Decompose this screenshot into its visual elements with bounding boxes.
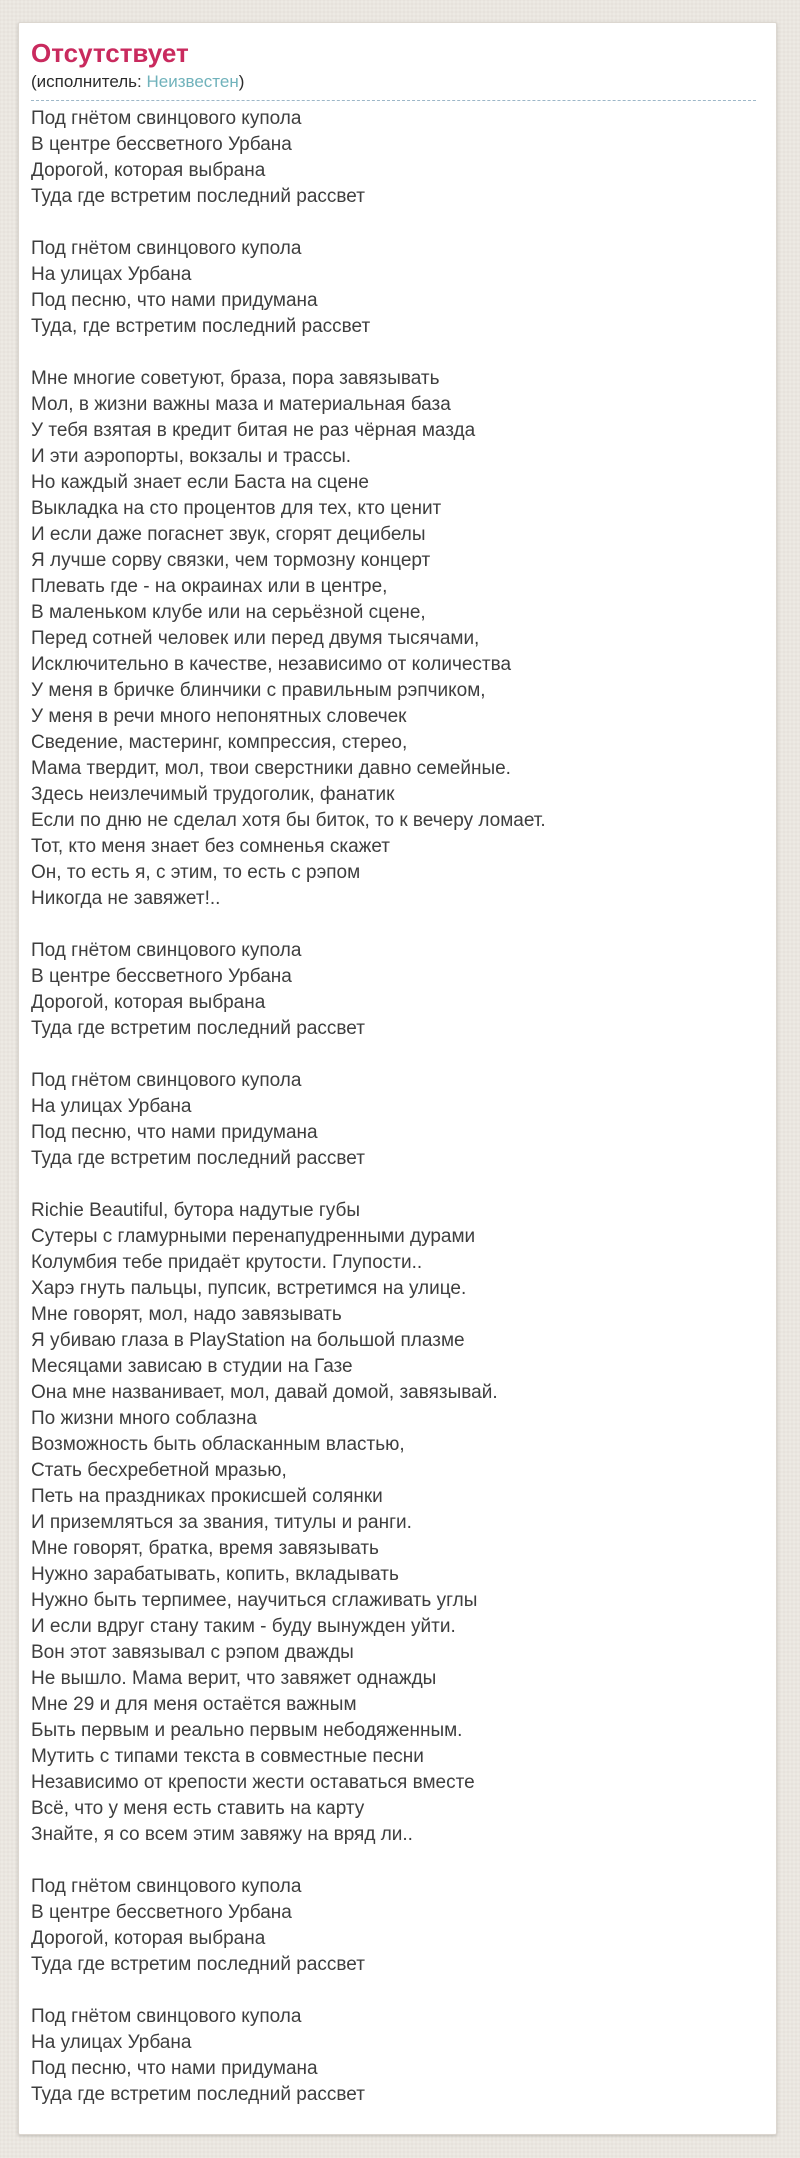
lyrics-stanza: Мне многие советуют, браза, пора завязывать Мол, в жизни важны маза и материальная база У тебя взятая в кредит битая не раз чёрная мазда И эти аэропорты, вокзалы и трассы. Но каждый знает если Баста на сцене Выкладка на сто процентов для тех, кто ценит И если даже погаснет звук, сгорят децибелы Я лучше сорву связки, чем тормозну концерт Плевать где - на окраинах или в центре, В маленьком клубе или на серьёзной сцене, Перед сотней человек или перед двумя тысячами, Исключительно в качестве, независимо от количества У меня в бричке блинчики с правильным рэпчиком, У меня в речи много непонятных словечек Сведение, мастеринг, компрессия, стерео, Мама твердит, мол, твои сверстники давно семейные. Здесь неизлечимый трудоголик, фанатик Если по дню не сделал хотя бы биток, то к вечеру ломает. Тот, кто меня знает без сомненья скажет Он, то есть я, с этим, то есть с рэпом Никогда не завяжет!.. <box>31 368 546 909</box>
artist-prefix: (исполнитель: <box>31 72 147 91</box>
lyrics-stanza: Под гнётом свинцового купола На улицах Урбана Под песню, что нами придумана Туда, где встретим последний рассвет <box>31 238 371 337</box>
lyrics-stanza: Под гнётом свинцового купола В центре бессветного Урбана Дорогой, которая выбрана Туда где встретим последний рассвет <box>31 1876 365 1975</box>
lyrics-stanza: Richie Beautiful, бутора надутые губы Сутеры с гламурными перенапудренными дурами Колумбия тебе придаёт крутости. Глупости.. Харэ гнуть пальцы, пупсик, встретимся на улице. Мне говорят, мол, надо завязывать Я убиваю глаза в PlayStation на большой плазме Месяцами зависаю в студии на Газе Она мне названивает, мол, давай домой, завязывай. По жизни много соблазна Возможность быть обласканным властью, Стать бесхребетной мразью, Петь на праздниках прокисшей солянки И приземляться за звания, титулы и ранги. Мне говорят, братка, время завязывать Нужно зарабатывать, копить, вкладывать Нужно быть терпимее, научиться сглаживать углы И если вдруг стану таким - буду вынужден уйти. Вон этот завязывал с рэпом дважды Не вышло. Мама верит, что завяжет однажды Мне 29 и для меня остаётся важным Быть первым и реально первым небодяженным. Мутить с типами текста в совместные песни Независимо от крепости жести оставаться вместе Всё, что у меня есть ставить на карту Знайте, я со всем этим завяжу на вряд ли.. <box>31 1200 498 1845</box>
lyrics-stanza: Под гнётом свинцового купола На улицах Урбана Под песню, что нами придумана Туда где встретим последний рассвет <box>31 1070 365 1169</box>
artist-link[interactable]: Неизвестен <box>146 72 239 91</box>
artist-suffix: ) <box>238 72 245 91</box>
lyrics-stanza: Под гнётом свинцового купола В центре бессветного Урбана Дорогой, которая выбрана Туда где встретим последний рассвет <box>31 108 365 207</box>
song-title: Отсутствует <box>31 38 189 68</box>
lyrics-text <box>31 101 756 2108</box>
lyrics-stanza: Под гнётом свинцового купола На улицах Урбана Под песню, что нами придумана Туда где встретим последний рассвет <box>31 2006 365 2105</box>
song-header <box>31 39 756 101</box>
lyrics-card <box>18 22 777 2135</box>
lyrics-stanza: Под гнётом свинцового купола В центре бессветного Урбана Дорогой, которая выбрана Туда где встретим последний рассвет <box>31 940 365 1039</box>
artist-line <box>31 72 756 101</box>
